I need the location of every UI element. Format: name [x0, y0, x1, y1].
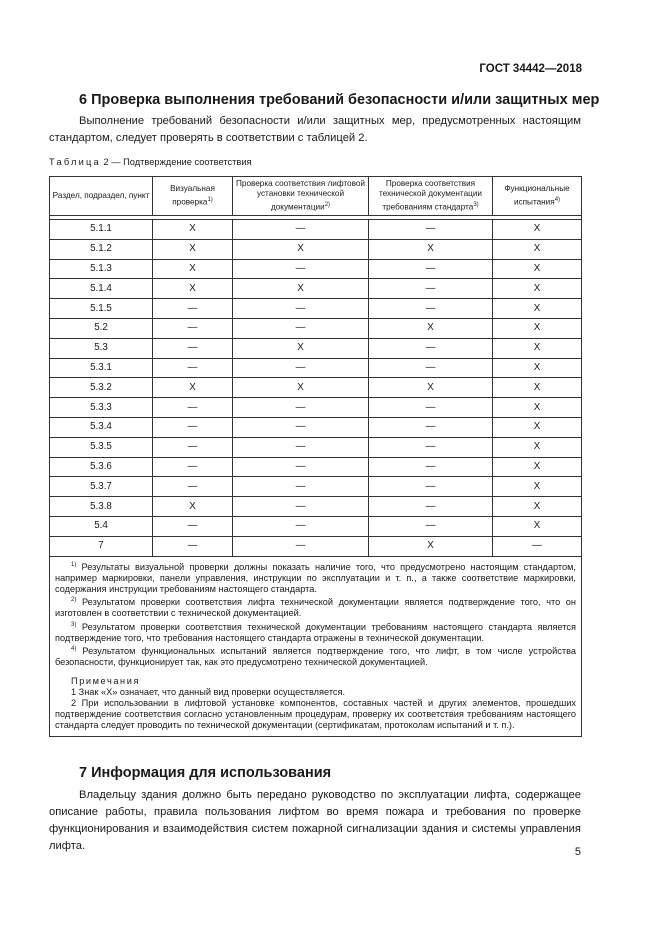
table-caption-prefix: Таблица [49, 157, 101, 167]
row-check-cell: — [369, 516, 493, 536]
table-row [50, 457, 582, 477]
table-row [50, 378, 582, 398]
row-section-cell: 5.1.1 [50, 220, 153, 240]
row-check-cell: X [493, 437, 582, 457]
row-check-cell: X [493, 378, 582, 398]
row-check-cell: — [153, 299, 233, 319]
row-check-cell: — [153, 477, 233, 497]
row-check-cell: — [233, 318, 369, 338]
row-check-cell: X [493, 457, 582, 477]
row-check-cell: — [153, 516, 233, 536]
row-section-cell: 5.3.8 [50, 497, 153, 517]
row-check-cell: X [493, 239, 582, 259]
row-check-cell: — [369, 338, 493, 358]
row-check-cell: — [369, 497, 493, 517]
row-check-cell: — [153, 457, 233, 477]
row-check-cell: — [153, 536, 233, 556]
section-6-paragraph: Выполнение требований безопасности и/или защитных мер, предусмотренных настоящим стандартом, следует проверять в соответствии с таблицей 2. [49, 115, 581, 144]
row-check-cell: — [369, 299, 493, 319]
row-check-cell: X [493, 259, 582, 279]
row-section-cell: 5.1.5 [50, 299, 153, 319]
row-check-cell: X [493, 299, 582, 319]
row-check-cell: — [153, 318, 233, 338]
row-check-cell: — [233, 220, 369, 240]
row-check-cell: X [493, 220, 582, 240]
row-check-cell: — [369, 398, 493, 418]
row-check-cell: — [233, 299, 369, 319]
row-check-cell: — [153, 338, 233, 358]
footnote-3: $^{3)}$ Результатом проверки соответствия технической документации требованиям настоящего стандарта является подтверждение того, что требования настоящего стандарта отражены в технической документации. [55, 621, 576, 643]
header-functional-tests: Функциональные испытания$^{4)}$ [493, 177, 582, 216]
table-caption-text: 2 — Подтверждение соответствия [103, 157, 252, 167]
row-check-cell: X [153, 239, 233, 259]
section-6-title: 6 Проверка выполнения требований безопасности и/или защитных мер [79, 92, 600, 108]
table-row [50, 477, 582, 497]
footnote-2: $^{2)}$ Результатом проверки соответствия лифта технической документации является подтверждение того, что он изготовлен в соответствии с технической документацией. [55, 597, 576, 619]
notes-title: Примечания [71, 675, 141, 686]
note-2: 2 При использовании в лифтовой установке компонентов, составных частей и других элементов, прошедших подтверждение соответствия согласно установленным процедурам, проверку их соответствия требованиям настоящего стандарта следует проводить по технической документации (сертификатам, протоколам испытаний и т. п.). [55, 698, 576, 731]
row-check-cell: — [233, 417, 369, 437]
row-check-cell: X [369, 378, 493, 398]
row-section-cell: 5.3.7 [50, 477, 153, 497]
row-section-cell: 5.1.4 [50, 279, 153, 299]
row-section-cell: 5.3 [50, 338, 153, 358]
compliance-table [49, 176, 582, 737]
row-check-cell: X [153, 279, 233, 299]
row-check-cell: — [369, 259, 493, 279]
header-section: Раздел, подраздел, пункт [50, 177, 153, 216]
table-row [50, 220, 582, 240]
row-check-cell: — [233, 358, 369, 378]
row-check-cell: X [493, 516, 582, 536]
row-section-cell: 5.3.1 [50, 358, 153, 378]
page-number: 5 [574, 846, 581, 858]
row-check-cell: X [153, 378, 233, 398]
footnote-1: $^{1)}$ Результаты визуальной проверки должны показать наличие того, что предусмотрено настоящим стандартом, например маркировки, панели управления, инструкции по эксплуатации и т. п., а также соответствие маркировки, содержания инструкции требованиям настоящего стандарта. [55, 561, 576, 595]
row-check-cell: — [233, 259, 369, 279]
table-row [50, 318, 582, 338]
table-row [50, 398, 582, 418]
row-section-cell: 5.1.2 [50, 239, 153, 259]
row-check-cell: — [153, 417, 233, 437]
section-7-title: 7 Информация для использования [79, 765, 332, 781]
table-row [50, 437, 582, 457]
row-check-cell: — [369, 220, 493, 240]
row-check-cell: X [493, 358, 582, 378]
row-section-cell: 5.1.3 [50, 259, 153, 279]
row-section-cell: 5.3.2 [50, 378, 153, 398]
row-check-cell: — [369, 437, 493, 457]
row-check-cell: X [233, 279, 369, 299]
table-row [50, 497, 582, 517]
row-section-cell: 5.2 [50, 318, 153, 338]
row-check-cell: X [369, 536, 493, 556]
row-check-cell: — [369, 477, 493, 497]
table-row [50, 259, 582, 279]
row-section-cell: 5.3.5 [50, 437, 153, 457]
row-check-cell: X [153, 259, 233, 279]
row-check-cell: X [233, 378, 369, 398]
row-section-cell: 5.3.4 [50, 417, 153, 437]
section-7-paragraph: Владельцу здания должно быть передано руководство по эксплуатации лифта, содержащее описание работы, правила пользования лифтом во время пожара и требования по проверке функционирования и взаимодействия систем пожарной сигнализации здания и системы управления лифта. [49, 789, 581, 852]
table-row [50, 299, 582, 319]
table-row [50, 536, 582, 556]
row-check-cell: X [493, 398, 582, 418]
row-check-cell: — [369, 457, 493, 477]
table-row [50, 516, 582, 536]
row-check-cell: — [233, 398, 369, 418]
row-check-cell: — [153, 398, 233, 418]
row-check-cell: X [493, 279, 582, 299]
note-1: 1 Знак «X» означает, что данный вид проверки осуществляется. [71, 686, 346, 697]
row-check-cell: — [233, 497, 369, 517]
row-check-cell: — [369, 279, 493, 299]
row-check-cell: — [493, 536, 582, 556]
row-check-cell: X [493, 318, 582, 338]
table-row [50, 417, 582, 437]
row-check-cell: — [233, 536, 369, 556]
table-row [50, 279, 582, 299]
header-visual-check: Визуальная проверка$^{1)}$ [153, 177, 233, 216]
table-header-row [50, 177, 582, 216]
row-check-cell: X [369, 318, 493, 338]
row-check-cell: — [369, 417, 493, 437]
row-section-cell: 5.3.3 [50, 398, 153, 418]
footnote-4: $^{4)}$ Результатом функциональных испытаний является подтверждение того, что лифт, в том числе устройства безопасности, функционирует так, как это предусмотрено технической документацией. [55, 646, 576, 668]
row-section-cell: 5.4 [50, 516, 153, 536]
row-check-cell: X [153, 497, 233, 517]
row-check-cell: X [153, 220, 233, 240]
row-check-cell: X [233, 239, 369, 259]
row-check-cell: — [233, 477, 369, 497]
row-check-cell: — [233, 437, 369, 457]
row-check-cell: X [493, 477, 582, 497]
row-check-cell: — [233, 457, 369, 477]
header-installation-check: Проверка соответствия лифтовой установки технической документации$^{2)}$ [233, 177, 369, 216]
header-documentation-check: Проверка соответствия технической документации требованиям стандарта$^{3)}$ [369, 177, 493, 216]
table-row [50, 239, 582, 259]
row-section-cell: 7 [50, 536, 153, 556]
table-caption [49, 157, 252, 167]
table-row [50, 358, 582, 378]
row-check-cell: — [369, 358, 493, 378]
document-code: ГОСТ 34442—2018 [479, 63, 582, 75]
row-check-cell: X [233, 338, 369, 358]
table-row [50, 338, 582, 358]
row-check-cell: — [153, 437, 233, 457]
row-check-cell: X [493, 417, 582, 437]
row-check-cell: — [233, 516, 369, 536]
footnotes-cell [50, 556, 582, 736]
row-section-cell: 5.3.6 [50, 457, 153, 477]
row-check-cell: X [493, 338, 582, 358]
row-check-cell: — [153, 358, 233, 378]
row-check-cell: X [369, 239, 493, 259]
row-check-cell: X [493, 497, 582, 517]
footnotes-row [50, 556, 582, 736]
